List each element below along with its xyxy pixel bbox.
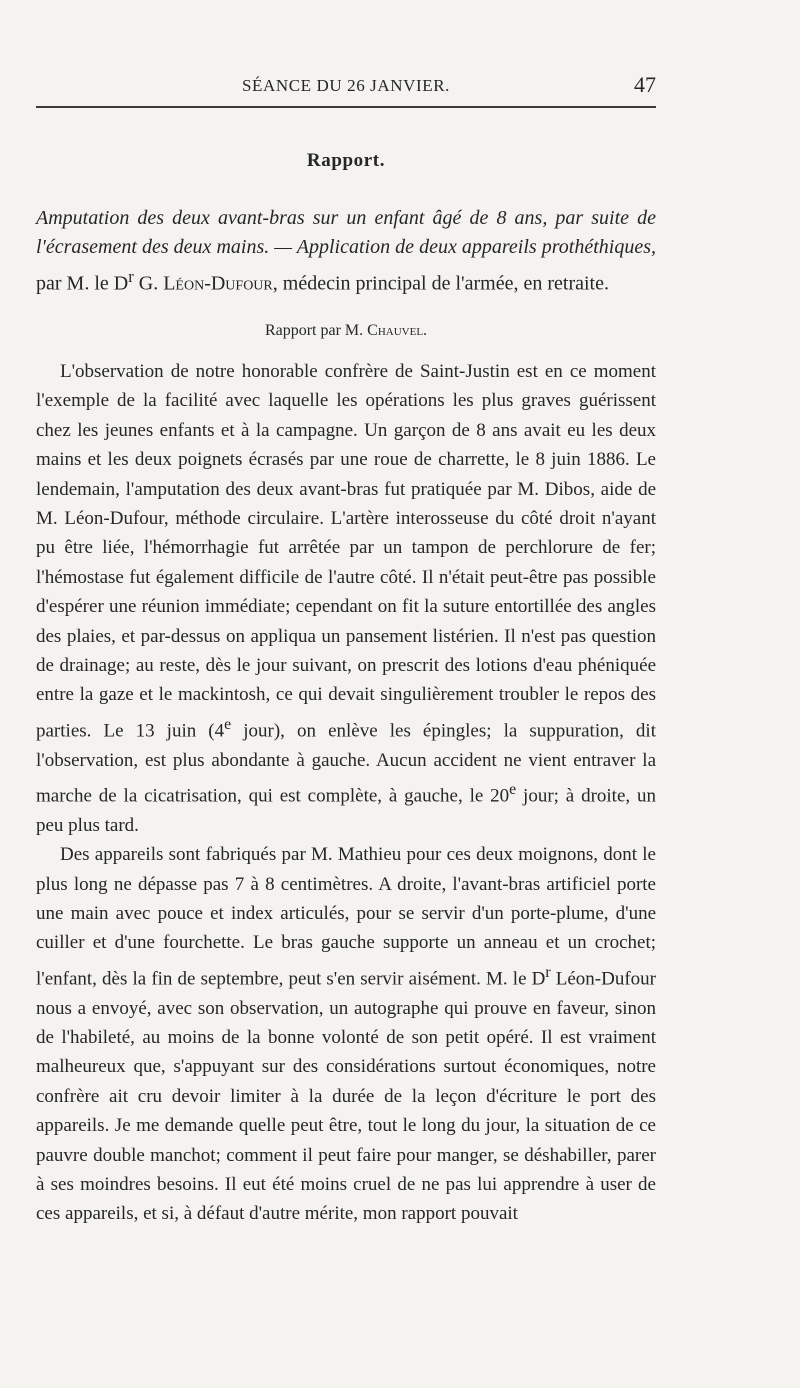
p1-sup-1: e <box>224 715 232 733</box>
paragraph-1 <box>36 357 656 840</box>
p2-text-a: Des appareils sont fabriqués par M. Mathieu pour ces deux moignons, dont le plus long ne dépasse pas 7 à 8 centimètres. A droite, l'avant-bras artificiel porte une main avec pouce et index articulés, pour se servir d'un porte-plume, d'une cuiller et d'une fourchette. Le bras gauche supporte un anneau et un crochet; l'enfant, dès la fin de septembre, peut s'en servir aisément. M. le D <box>36 844 656 990</box>
title-by-sup: r <box>128 267 134 286</box>
p1-text-b: jour), on enlève les épingles; la suppuration, dit l'observation, est plus abondante à gauche. Aucun accident ne vient entraver la marche de la cicatrisation, qui est complète, à gauche, le 20 <box>36 720 656 807</box>
p2-sup: r <box>545 963 551 981</box>
body-text <box>36 357 656 1229</box>
report-byline <box>36 322 656 340</box>
header-rule <box>36 106 656 108</box>
p2-text-b: Léon-Dufour nous a envoyé, avec son observation, un autographe qui prouve en faveur, sinon de l'habileté, au moins de la bonne volonté de son petit opéré. Il est vraiment malheureux que, s'appuyant sur des considérations surtout économiques, notre confrère ait cru devoir limiter à la durée de la leçon d'écriture le port des appareils. Je me demande quelle peut être, tout le long du jour, la situation de ce pauvre double manchot; comment il peut faire pour manger, se déshabiller, parer à ses moindres besoins. Il eut été moins cruel de ne pas lui apprendre à user de ces appareils, et si, à défaut d'autre mérite, mon rapport pouvait <box>36 968 656 1225</box>
p1-sup-2: e <box>509 781 517 799</box>
author-role: , médecin principal de l'armée, en retraite. <box>272 272 609 295</box>
p1-text-a: L'observation de notre honorable confrère de Saint-Justin est en ce moment l'exemple de la facilité avec laquelle les opérations les plus graves guérissent chez les jeunes enfants et à la campagne. Un garçon de 8 ans avait eu les deux mains et les deux poignets écrasés par une roue de charrette, le 8 juin 1886. Le lendemain, l'amputation des deux avant-bras fut pratiquée par M. Dibos, aide de M. Léon-Dufour, méthode circulaire. L'artère interosseuse du côté droit n'ayant pu être liée, l'hémorrhagie fut arrêtée par un tampon de perchlorure de fer; l'hémostase fut également difficile de l'autre côté. Il n'était peut-être pas possible d'espérer une réunion immédiate; cependant on fit la suture entortillée des angles des plaies, et par-dessus on appliqua un pansement listérien. Il n'est pas question de drainage; au reste, dès le jour suivant, on prescrit des lotions d'eau phéniquée entre la gaze et le mackintosh, ce qui devait singulièrement troubler le repos des parties. Le 13 juin (4 <box>36 361 656 742</box>
paragraph-2 <box>36 840 656 1229</box>
author-initial: G. <box>133 272 164 295</box>
section-heading: Rapport. <box>306 150 386 171</box>
p1-text-c: jour; à droite, un peu plus tard. <box>36 785 656 836</box>
byline-name: Chauvel. <box>367 322 428 339</box>
report-title <box>36 204 656 299</box>
title-by: par M. le D <box>36 272 129 295</box>
author-name: Léon-Dufour <box>163 272 273 295</box>
byline-prefix: Rapport par M. <box>264 322 368 339</box>
page-number: 47 <box>634 72 656 97</box>
running-title: SÉANCE DU 26 JANVIER. <box>241 76 451 95</box>
running-header <box>36 72 656 100</box>
title-italic: Amputation des deux avant-bras sur un enfant âgé de 8 ans, par suite de l'écrasement des deux mains. — Application de deux appareils prothéthiques, <box>36 207 656 258</box>
